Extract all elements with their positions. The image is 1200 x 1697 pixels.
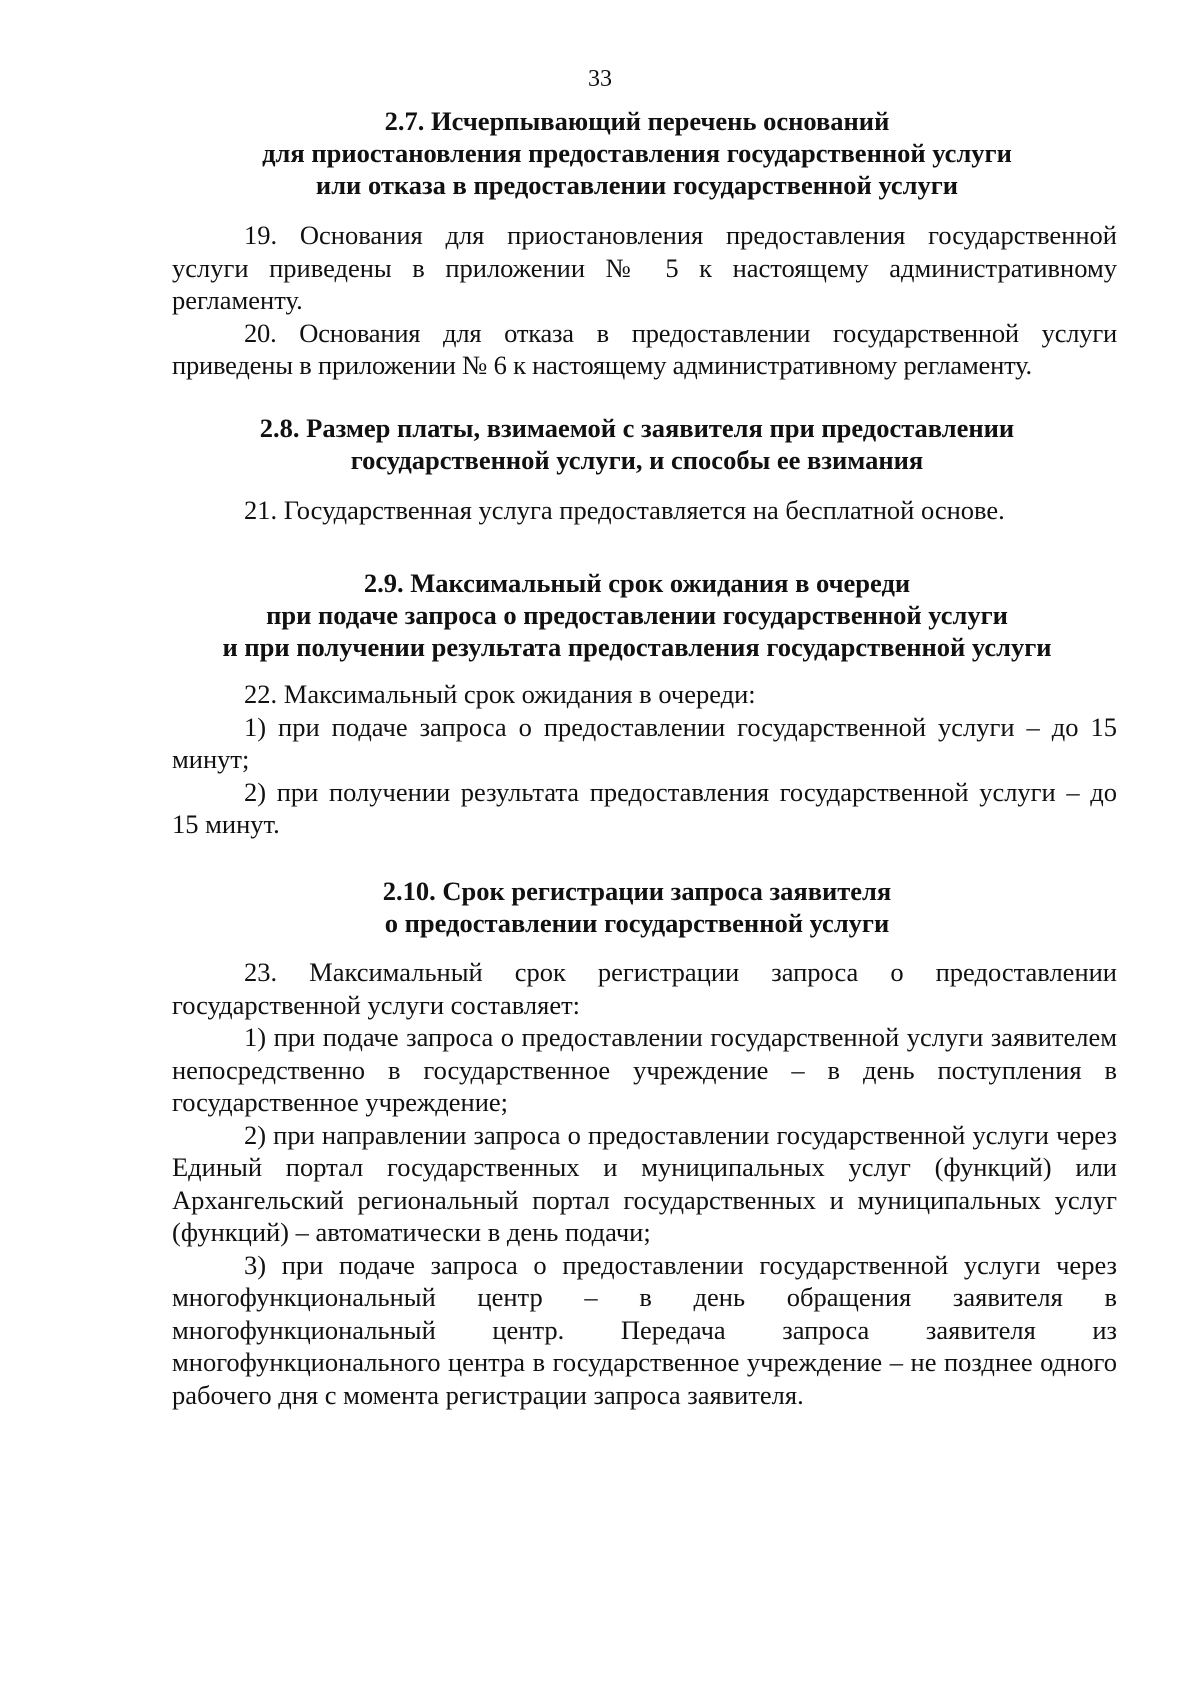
paragraph-23-2: 2) при направлении запроса о предоставлении государственной услуги через Единый портал государственных и муниципальных услуг (функций) или Архангельский региональный портал государственных и муниципальных услуг (функций) – автоматически в день подачи;: [172, 1119, 1117, 1247]
paragraph-23-3: 3) при подаче запроса о предоставлении государственной услуги через многофункциональный центр – в день обращения заявителя в многофункциональный центр. Передача запроса заявителя из многофункционального центра в государственное учреждение – не позднее одного рабочего дня с момента регистрации запроса заявителя.: [172, 1249, 1117, 1410]
heading-line: или отказа в предоставлении государственной услуги: [315, 170, 959, 200]
section-body-2-10: [172, 956, 1117, 1411]
paragraph-21: 21. Государственная услуга предоставляется на бесплатной основе.: [244, 495, 1005, 525]
section-heading-2-7: [172, 105, 1102, 201]
heading-line: и при получении результата предоставления государственной услуги: [222, 632, 1052, 662]
section-heading-2-8: [172, 412, 1102, 476]
paragraph-22: 22. Максимальный срок ожидания в очереди:: [244, 679, 756, 709]
heading-line: 2.7. Исчерпывающий перечень оснований: [384, 106, 890, 136]
section-body-2-7: [172, 219, 1117, 382]
heading-line: при подаче запроса о предоставлении государственной услуги: [266, 600, 1008, 630]
page-number: 33: [588, 66, 612, 92]
section-body-2-9: [172, 678, 1117, 841]
paragraph-23-1: 1) при подаче запроса о предоставлении государственной услуги заявителем непосредственно в государственное учреждение – в день поступления в государственное учреждение;: [172, 1022, 1117, 1117]
paragraph-22-1: 1) при подаче запроса о предоставлении государственной услуги – до 15 минут;: [172, 711, 1117, 774]
paragraph-20: 20. Основания для отказа в предоставлении государственной услуги приведены в приложении № 6 к настоящему административному регламенту.: [172, 317, 1117, 380]
heading-line: государственной услуги, и способы ее взимания: [350, 445, 924, 475]
paragraph-23: 23. Максимальный срок регистрации запроса о предоставлении государственной услуги составляет:: [172, 957, 1117, 1020]
heading-line: для приостановления предоставления государственной услуги: [262, 138, 1012, 168]
section-heading-2-10: [172, 875, 1102, 939]
heading-line: 2.10. Срок регистрации запроса заявителя: [382, 876, 892, 906]
paragraph-19: 19. Основания для приостановления предоставления государственной услуги приведены в приложении № 5 к настоящему административному регламенту.: [172, 220, 1117, 315]
heading-line: о предоставлении государственной услуги: [384, 908, 890, 938]
heading-line: 2.8. Размер платы, взимаемой с заявителя при предоставлении: [259, 413, 1015, 443]
paragraph-22-2: 2) при получении результата предоставления государственной услуги – до 15 минут.: [172, 776, 1117, 839]
section-body-2-8: [172, 494, 1117, 527]
heading-line: 2.9. Максимальный срок ожидания в очереди: [363, 568, 911, 598]
section-heading-2-9: [172, 567, 1102, 663]
